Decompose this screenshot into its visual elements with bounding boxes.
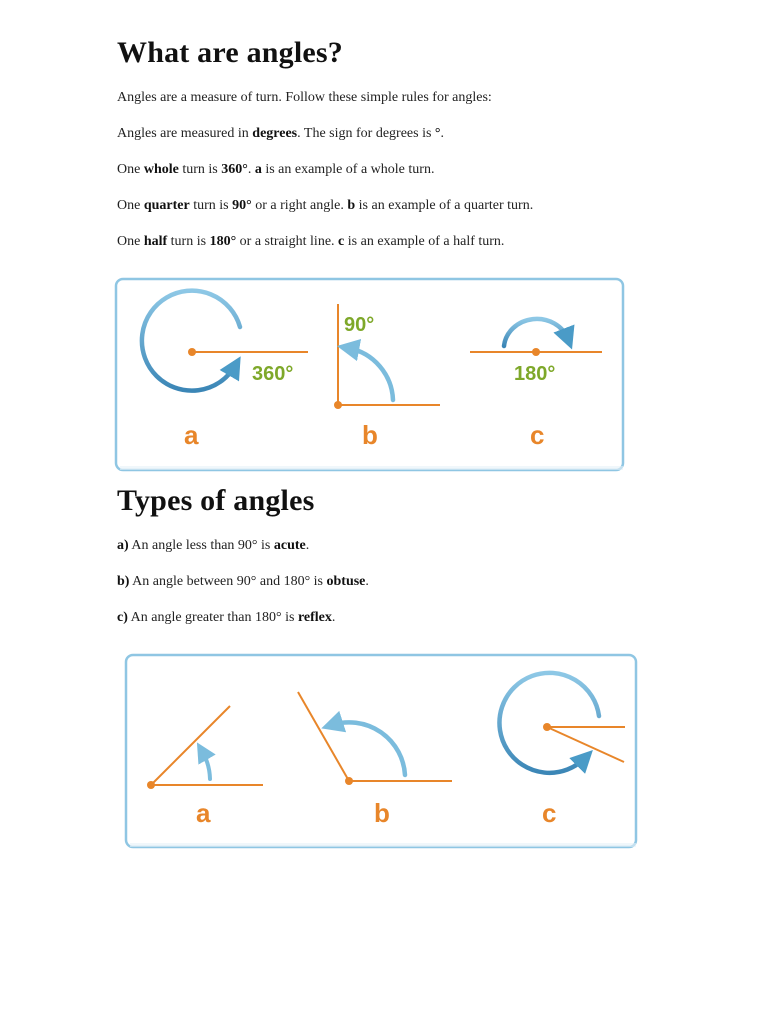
bold-term: c bbox=[338, 234, 345, 249]
vertex-dot bbox=[147, 781, 155, 789]
list-marker: a) bbox=[117, 538, 129, 553]
half-turn-line bbox=[117, 233, 504, 251]
bold-term: ° bbox=[434, 126, 441, 141]
bold-term: 180° bbox=[209, 234, 237, 249]
value-90: 90° bbox=[344, 314, 375, 336]
text-span: . bbox=[440, 126, 445, 141]
whole-turn-line bbox=[117, 161, 434, 179]
type-acute-line bbox=[117, 537, 309, 555]
figure-turns-svg bbox=[112, 276, 628, 476]
text-span: or a straight line. bbox=[236, 234, 339, 249]
text-span: is an example of a half turn. bbox=[344, 234, 505, 249]
list-marker: c) bbox=[117, 610, 128, 625]
bold-term: a bbox=[254, 162, 262, 177]
type-reflex-line bbox=[117, 609, 335, 627]
vertex-dot bbox=[532, 348, 540, 356]
label-c: c bbox=[530, 420, 545, 450]
type-obtuse-line bbox=[117, 573, 369, 591]
label-c: c bbox=[542, 798, 557, 828]
vertex-dot bbox=[345, 777, 353, 785]
value-360: 360° bbox=[252, 363, 294, 385]
text-span: One bbox=[117, 234, 144, 249]
text-span: . bbox=[365, 574, 369, 589]
bold-term: degrees bbox=[252, 126, 298, 141]
label-b: b bbox=[374, 798, 390, 828]
figure-turns bbox=[112, 276, 628, 476]
text-span: is an example of a quarter turn. bbox=[355, 198, 534, 213]
bold-term: 360° bbox=[221, 162, 248, 177]
text-span: turn is bbox=[189, 198, 233, 213]
intro-text: Angles are a measure of turn. Follow these simple rules for angles: bbox=[117, 90, 492, 105]
text-span: An angle between 90° and 180° is bbox=[129, 574, 327, 589]
bold-term: b bbox=[347, 198, 356, 213]
bold-term: reflex bbox=[297, 610, 332, 625]
text-span: . bbox=[331, 610, 336, 625]
value-180: 180° bbox=[514, 363, 556, 385]
heading-what-are-angles: What are angles? bbox=[117, 36, 343, 69]
figure-angle-types-svg bbox=[122, 652, 642, 854]
vertex-dot bbox=[334, 401, 342, 409]
text-span: . The sign for degrees is bbox=[297, 126, 435, 141]
text-span: . bbox=[305, 538, 310, 553]
bold-term: whole bbox=[143, 162, 179, 177]
text-span: One bbox=[117, 162, 144, 177]
frame-shadow bbox=[130, 843, 636, 847]
label-a: a bbox=[184, 420, 199, 450]
text-span: An angle less than 90° is bbox=[128, 538, 274, 553]
bold-term: 90° bbox=[232, 198, 252, 213]
frame-shadow bbox=[120, 466, 623, 470]
vertex-dot bbox=[188, 348, 196, 356]
bold-term: half bbox=[143, 234, 168, 249]
text-span: turn is bbox=[167, 234, 210, 249]
label-b: b bbox=[362, 420, 378, 450]
text-span: . bbox=[247, 162, 255, 177]
intro-line bbox=[117, 89, 492, 107]
text-span: turn is bbox=[178, 162, 222, 177]
label-a: a bbox=[196, 798, 211, 828]
quarter-turn-line bbox=[117, 197, 533, 215]
figure-angle-types bbox=[122, 652, 642, 854]
heading-types-of-angles: Types of angles bbox=[117, 484, 315, 517]
degrees-line bbox=[117, 125, 444, 143]
bold-term: obtuse bbox=[326, 574, 366, 589]
text-span: Angles are measured in bbox=[117, 126, 253, 141]
text-span: or a right angle. bbox=[251, 198, 348, 213]
bold-term: acute bbox=[273, 538, 306, 553]
list-marker: b) bbox=[117, 574, 130, 589]
text-span: An angle greater than 180° is bbox=[127, 610, 298, 625]
bold-term: quarter bbox=[143, 198, 190, 213]
vertex-dot bbox=[543, 723, 551, 731]
text-span: is an example of a whole turn. bbox=[261, 162, 435, 177]
text-span: One bbox=[117, 198, 144, 213]
